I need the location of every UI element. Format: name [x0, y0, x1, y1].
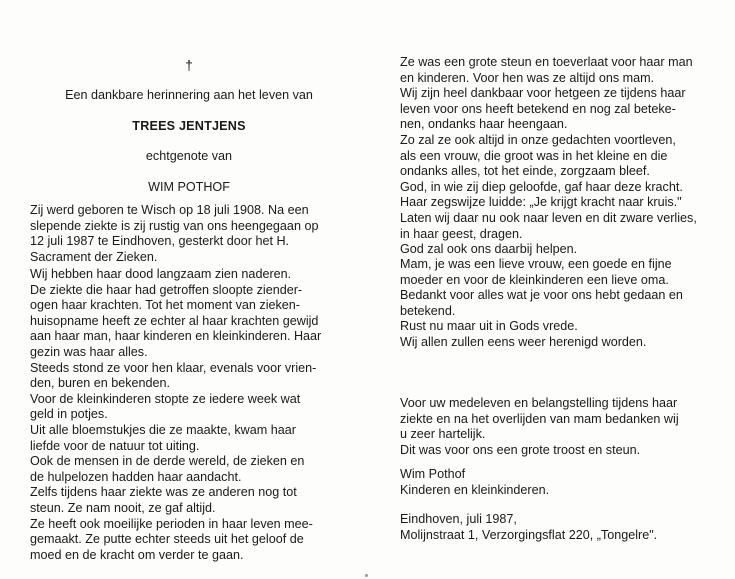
text-line: gemaakt. Ze putte echter steeds uit het geloof de: [30, 532, 304, 547]
spouse-label: echtgenote van: [145, 149, 233, 163]
text-line: Eindhoven, juli 1987,: [400, 512, 517, 526]
text-line: moeder en voor de kleinkinderen een lieve oma.: [400, 272, 669, 287]
text-line: steun. Ze nam nooit, ze gaf altijd.: [30, 500, 216, 515]
text-line: gezin was haar alles.: [30, 344, 148, 359]
text-line: Rust nu maar uit in Gods vrede.: [400, 319, 578, 334]
text-line: Dit was voor ons een grote troost en steun.: [400, 442, 641, 457]
spouse-name: WIM POTHOF: [148, 180, 230, 194]
text-line: God, in wie zij diep geloofde, gaf haar deze kracht.: [400, 179, 683, 194]
text-line: Uit alle bloemstukjes die ze maakte, kwam haar: [30, 422, 296, 437]
cross-symbol: †: [185, 57, 193, 73]
text-line: Steeds stond ze voor hen klaar, evenals voor vrien-: [30, 360, 317, 375]
text-line: moed en de kracht om verder te gaan.: [30, 547, 244, 562]
paragraph: [400, 257, 705, 351]
text-line: de hulpelozen hadden haar aandacht.: [30, 469, 242, 484]
text-line: en kinderen. Voor hen was ze altijd ons mam.: [400, 70, 655, 85]
text-line: Ze was een grote steun en toeverlaat voor haar man: [400, 55, 693, 69]
text-line: den, buren en bekenden.: [30, 376, 171, 391]
text-line: Haar zegswijze luidde: „Je krijgt kracht naar kruis.": [400, 195, 682, 210]
text-line: ziekte en na het overlijden van mam bedanken wij: [400, 411, 679, 426]
text-line: Wij hebben haar dood langzaam zien naderen.: [30, 267, 292, 281]
text-line: Voor uw medeleven en belangstelling tijdens haar: [400, 396, 678, 410]
paragraph: [30, 203, 348, 265]
text-line: huisopname heeft ze echter al haar krachten gewijd: [30, 313, 319, 328]
text-line: 12 juli 1987 te Eindhoven, gesterkt door het H.: [30, 234, 290, 249]
text-line: Zo zal ze ook altijd in onze gedachten voortleven,: [400, 132, 676, 147]
text-line: ogen haar krachten. Tot het moment van zieken-: [30, 298, 300, 313]
text-line: Wij zijn heel dankbaar voor hetgeen ze tijdens haar: [400, 86, 686, 101]
text-line: slepende ziekte is zij rustig van ons heengegaan op: [30, 218, 319, 233]
text-line: Zij werd geboren te Wisch op 18 juli 1908. Na een: [30, 203, 309, 217]
text-line: Bedankt voor alles wat je voor ons hebt gedaan en: [400, 288, 683, 303]
text-line: ondanks alles, tot het einde, zorgzaam bleef.: [400, 164, 650, 179]
scan-speck: [365, 574, 368, 577]
text-line: God zal ook ons daarbij helpen.: [400, 242, 578, 257]
text-line: liefde voor de natuur tot uiting.: [30, 438, 200, 453]
text-line: betekend.: [400, 303, 456, 318]
intro-line: Een dankbare herinnering aan het leven van: [65, 88, 313, 102]
text-line: Voor de kleinkinderen stopte ze iedere week wat: [30, 391, 301, 406]
text-line: geld in potjes.: [30, 407, 108, 422]
address-block: [400, 512, 705, 543]
text-line: Kinderen en kleinkinderen.: [400, 482, 550, 497]
text-line: Ze heeft ook moeilijke perioden in haar leven mee-: [30, 516, 313, 531]
text-line: Ook de mensen in de derde wereld, de zieken en: [30, 454, 305, 469]
paragraph: [30, 267, 348, 563]
text-line: Wij allen zullen eens weer herenigd worden.: [400, 334, 647, 349]
text-line: in haar geest, dragen.: [400, 226, 523, 241]
text-line: Laten wij daar nu ook naar leven en dit zware verlies,: [400, 210, 697, 225]
text-line: Zelfs tijdens haar ziekte was ze anderen nog tot: [30, 485, 297, 500]
signature-block: [400, 467, 705, 498]
text-line: Wim Pothof: [400, 467, 466, 481]
text-line: nen, ondanks haar heengaan.: [400, 117, 568, 132]
deceased-name: TREES JENTJENS: [132, 119, 246, 133]
text-line: als een vrouw, die groot was in het kleine en die: [400, 148, 668, 163]
text-line: Mam, je was een lieve vrouw, een goede en fijne: [400, 257, 672, 271]
text-line: aan haar man, haar kinderen en kleinkinderen. Haar: [30, 329, 322, 344]
text-line: De ziekte die haar had getroffen sloopte ziender-: [30, 282, 303, 297]
paragraph: [400, 55, 705, 258]
text-line: Molijnstraat 1, Verzorgingsflat 220, „Tongelre".: [400, 527, 658, 542]
paragraph: [400, 396, 705, 458]
text-line: u zeer hartelijk.: [400, 427, 486, 442]
text-line: Sacrament der Zieken.: [30, 249, 158, 264]
text-line: leven voor ons heeft betekend en nog zal beteke-: [400, 101, 676, 116]
